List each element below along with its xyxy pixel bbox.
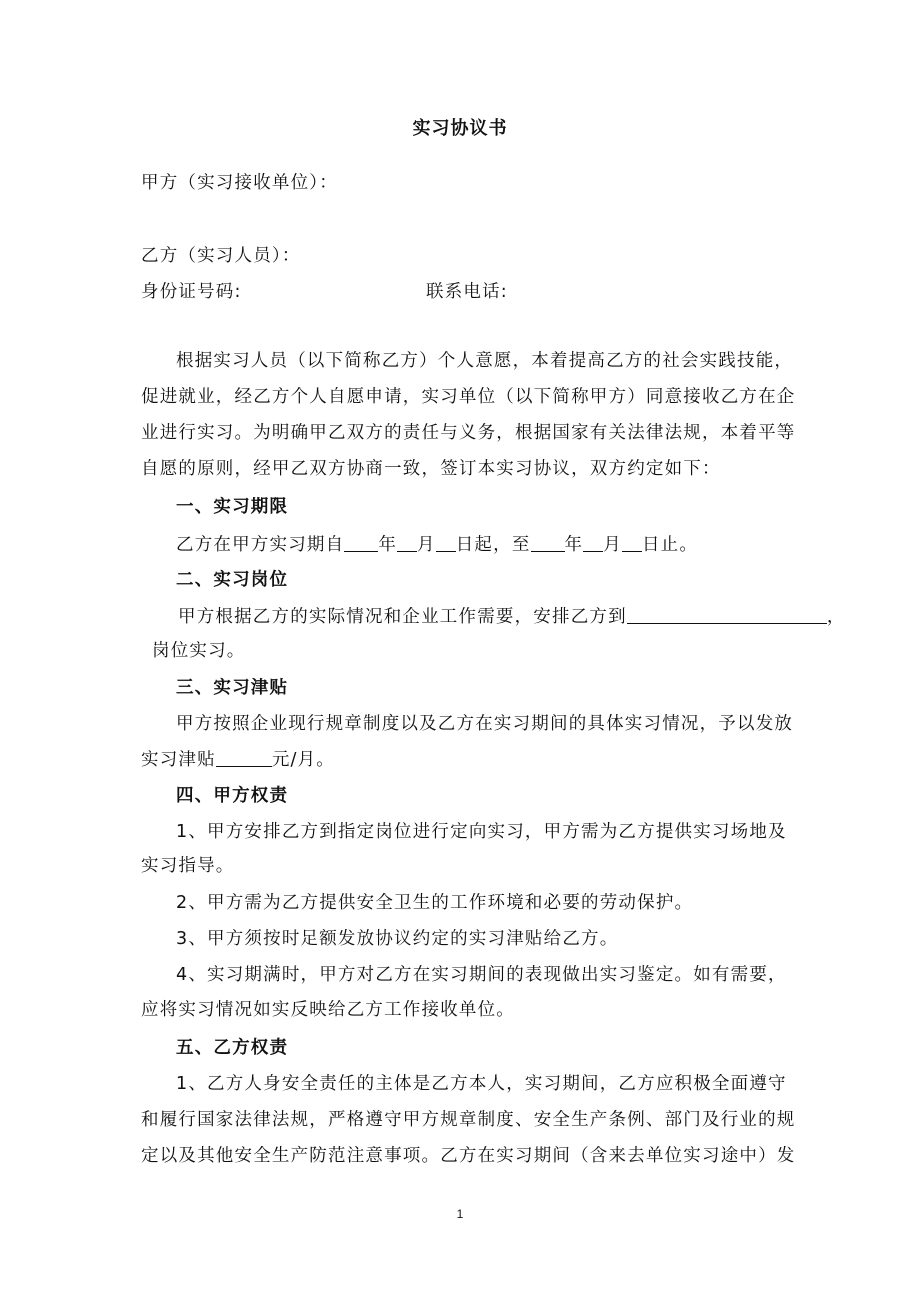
end-day-blank [622,531,642,552]
party-a-duty-line: 应将实习情况如实反映给乙方工作接收单位。 [141,1000,515,1020]
intro-line: 促进就业，经乙方个人自愿申请，实习单位（以下简称甲方）同意接收乙方在企 [141,387,796,407]
party-b-duty-line: 定以及其他安全生产防范注意事项。乙方在实习期间（含来去单位实习途中）发 [141,1146,796,1166]
party-b-field: 乙方（实习人员）： [141,246,301,266]
term-text: 月 [417,535,436,555]
allowance-amount-blank [216,746,272,767]
section-heading-party-b-duties: 五、乙方权责 [176,1038,289,1058]
allowance-text: 元/月。 [271,750,336,770]
position-blank [627,603,827,624]
party-a-duty-line: 4、实习期满时，甲方对乙方在实习期间的表现做出实习鉴定。如有需要， [176,965,787,985]
section-heading-allowance: 三、实习津贴 [176,678,289,698]
intro-line: 根据实习人员（以下简称乙方）个人意愿，本着提高乙方的社会实践技能， [176,351,794,371]
position-text: ， [826,607,846,627]
party-b-duty-line: 1、乙方人身安全责任的主体是乙方本人，实习期间，乙方应积极全面遵守 [176,1074,787,1094]
section-heading-party-a-duties: 四、甲方权责 [176,786,289,806]
end-month-blank [583,531,603,552]
section-heading-position: 二、实习岗位 [176,570,289,590]
start-month-blank [397,531,417,552]
page-number: 1 [456,1207,464,1221]
document-title: 实习协议书 [412,118,508,139]
position-line: 岗位实习。 [152,641,246,661]
party-b-duty-line: 和履行国家法律法规，严格遵守甲方规章制度、安全生产条例、部门及行业的规 [141,1110,796,1130]
party-a-field: 甲方（实习接收单位）： [141,173,338,193]
party-a-duty-line: 2、甲方需为乙方提供安全卫生的工作环境和必要的劳动保护。 [176,893,694,913]
id-number-label: 身份证号码: [141,282,242,302]
allowance-sentence [141,746,335,773]
intro-line: 自愿的原则，经甲乙双方协商一致，签订本实习协议，双方约定如下： [141,459,721,479]
term-text: 乙方在甲方实习期自 [176,535,345,555]
section-heading-term: 一、实习期限 [176,497,289,517]
term-text: 年 [564,535,584,555]
term-text: 日起，至 [455,535,531,555]
term-text: 日止。 [641,535,699,555]
position-sentence [178,603,846,630]
party-a-duty-line: 实习指导。 [141,856,235,876]
party-a-duty-line: 3、甲方须按时足额发放协议约定的实习津贴给乙方。 [176,929,619,949]
allowance-line: 甲方按照企业现行规章制度以及乙方在实习期间的具体实习情况，予以发放 [176,714,794,734]
allowance-text: 实习津贴 [141,750,216,770]
phone-label: 联系电话: [426,282,508,302]
position-text: 甲方根据乙方的实际情况和企业工作需要，安排乙方到 [178,607,627,627]
start-day-blank [436,531,456,552]
term-sentence [176,531,698,558]
end-year-blank [531,531,565,552]
term-text: 年 [378,535,398,555]
intro-line: 业进行实习。为明确甲乙双方的责任与义务，根据国家有关法律法规，本着平等 [141,423,796,443]
term-text: 月 [603,535,622,555]
start-year-blank [344,531,378,552]
party-a-duty-line: 1、甲方安排乙方到指定岗位进行定向实习，甲方需为乙方提供实习场地及 [176,822,787,842]
